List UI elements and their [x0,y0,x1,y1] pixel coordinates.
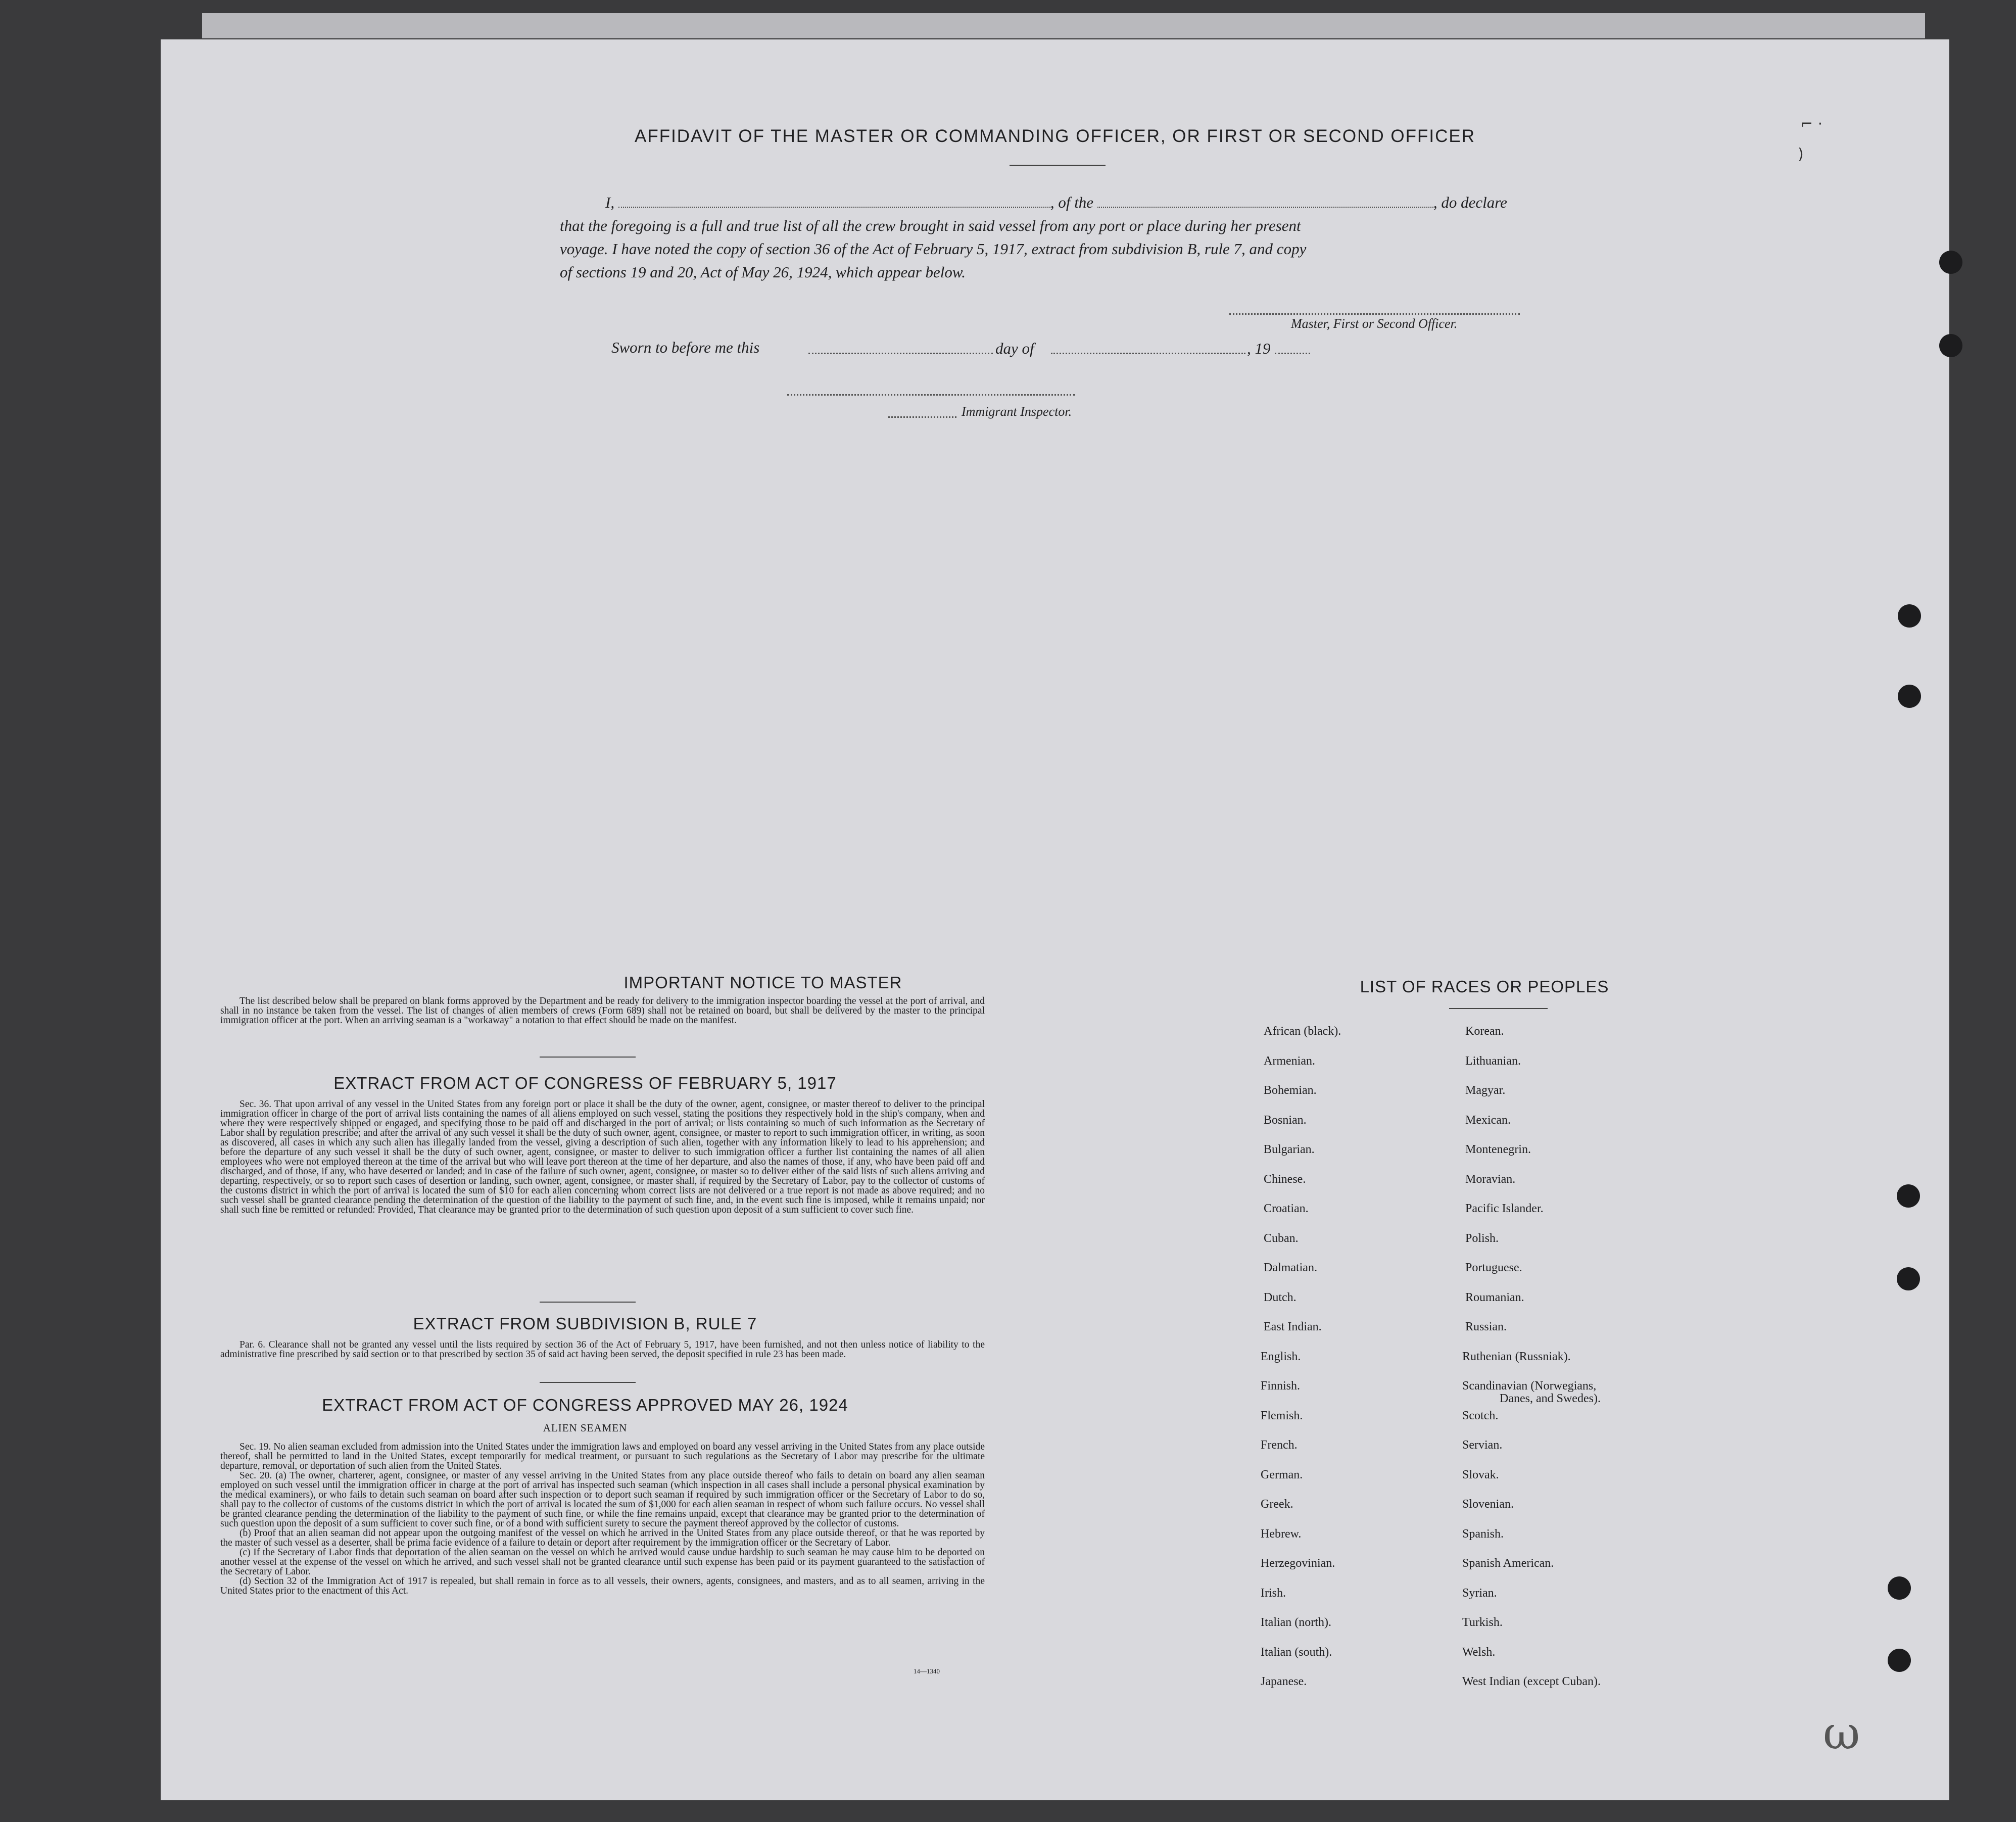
declaration-i: I, [605,194,615,211]
signature-line[interactable] [1229,313,1520,315]
race-item: Polish. [1465,1231,1499,1245]
race-item: West Indian (except Cuban). [1462,1675,1601,1688]
declaration-line-1 [560,191,1565,214]
declaration-of-the: , of the [1050,194,1094,211]
binder-hole [1888,1576,1911,1600]
notice-paragraph: The list described below shall be prepared on blank forms approved by the Department and be ready for delivery to the immigration inspector boarding the vessel at the port of arrival, and shall in no instance be taken from the vessel. The list of changes of alien members of crews (Form 689) shall not be retained on board, but shall be delivered by the master to the principal immigration officer at the port. When an arriving seaman is a "workaway" a notation to that effect should be made on the manifest. [220,996,985,1026]
race-item: German. [1261,1468,1303,1481]
race-item: Croatian. [1264,1202,1309,1215]
binder-hole [1898,685,1921,708]
race-item: Montenegrin. [1465,1143,1531,1156]
extract-1917-title: EXTRACT FROM ACT OF CONGRESS OF FEBRUARY 5, 1917 [333,1074,837,1092]
races-list-title: LIST OF RACES OR PEOPLES [1360,977,1609,996]
race-item: Korean. [1465,1025,1504,1038]
race-item: Japanese. [1261,1675,1307,1688]
declaration-line-2: that the foregoing is a full and true list of all the crew brought in said vessel from any port or place during her present [560,217,1301,234]
race-item: Slovak. [1462,1468,1499,1481]
race-item: French. [1261,1439,1298,1452]
race-item: Slovenian. [1462,1498,1514,1511]
race-item: Scandinavian (Norwegians, [1462,1379,1597,1393]
notice-title: IMPORTANT NOTICE TO MASTER [623,973,902,992]
affidavit-title: AFFIDAVIT OF THE MASTER OR COMMANDING OFFICER, OR FIRST OR SECOND OFFICER [634,126,1476,146]
section-divider [540,1057,636,1058]
binder-hole [1898,604,1921,628]
race-item: Dalmatian. [1264,1261,1317,1274]
binder-hole [1888,1649,1911,1672]
stray-mark: ⌐ · [1800,115,1823,133]
race-item: Welsh. [1462,1645,1496,1659]
declaration-do-declare: , do declare [1433,194,1507,211]
handwritten-mark: ω [1823,1707,1860,1760]
title-divider [1010,165,1106,166]
race-item: Herzegovinian. [1261,1557,1335,1570]
extract-1924-text [220,1442,985,1596]
declaration-line-4: of sections 19 and 20, Act of May 26, 1924, which appear below. [560,263,966,281]
day-of-label: day of [995,340,1034,357]
race-item: African (black). [1264,1025,1341,1038]
subdivision-b-title: EXTRACT FROM SUBDIVISION B, RULE 7 [413,1314,757,1333]
race-item: Hebrew. [1261,1527,1302,1541]
races-title-divider [1449,1008,1548,1009]
race-item: Portuguese. [1465,1261,1522,1274]
race-item: Irish. [1261,1586,1286,1600]
race-item: Servian. [1462,1439,1503,1452]
inspector-line[interactable] [787,394,1075,396]
binder-hole [1939,251,1962,274]
declaration-line-3: voyage. I have noted the copy of section 36 of the Act of February 5, 1917, extract from subdivision B, rule 7, and copy [560,240,1307,258]
race-item: Cuban. [1264,1231,1299,1245]
section-19-paragraph: Sec. 19. No alien seaman excluded from admission into the United States under the immigration laws and employed on board any vessel arriving in the United States from any place outside thereof, shall be permitted to land in the United States, except temporarily for medical treatment, or pursuant to such regulations as the Secretary of Labor may prescribe for the ultimate departure, removal, or deportation of such alien from the United States. [220,1442,985,1471]
race-item: Moravian. [1465,1172,1516,1186]
race-item: Spanish. [1462,1527,1504,1541]
section-divider [540,1302,636,1303]
sworn-year-blank[interactable] [1275,353,1310,354]
race-item: Italian (north). [1261,1616,1331,1629]
subdivision-b-text [220,1340,985,1359]
inspector-label: Immigrant Inspector. [962,404,1072,419]
race-item: Chinese. [1264,1172,1306,1186]
sworn-day-blank[interactable] [808,353,993,354]
notice-text [220,996,985,1025]
binder-hole [1897,1184,1920,1208]
declaration-text [560,191,1565,284]
name-blank[interactable] [618,195,1050,208]
race-item: Finnish. [1261,1379,1301,1393]
race-item: Roumanian. [1465,1290,1524,1304]
top-paper-edge [202,13,1925,40]
race-item: Syrian. [1462,1586,1497,1600]
race-item: Spanish American. [1462,1557,1554,1570]
race-item: East Indian. [1264,1320,1322,1333]
race-item: Dutch. [1264,1290,1297,1304]
race-item: Russian. [1465,1320,1507,1333]
race-item: Bohemian. [1264,1084,1317,1097]
sworn-month-blank[interactable] [1051,353,1245,354]
section-20d-paragraph: (d) Section 32 of the Immigration Act of 1917 is repealed, but shall remain in force as to all vessels, their owners, agents, consignees, and masters, and as to all seamen, arriving in the United States prior to the enactment of this Act. [220,1576,985,1596]
race-item: Turkish. [1462,1616,1503,1629]
race-item: Scotch. [1462,1409,1499,1422]
sworn-label: Sworn to before me this [611,339,760,356]
year-label: , 19 [1247,340,1271,357]
inspector-prefix-line [888,416,956,418]
section-20b-paragraph: (b) Proof that an alien seaman did not appear upon the outgoing manifest of the vessel on which he arrived in the United States from any place outside thereof, or that he was reported by the master of such vessel as a deserter, shall be prima facie evidence of a failure to detain or deport after requirement by the immigration officer or the Secretary of Labor. [220,1528,985,1548]
race-item: Mexican. [1465,1113,1511,1127]
race-item: Bosnian. [1264,1113,1307,1127]
race-item: Armenian. [1264,1054,1315,1068]
race-item: Magyar. [1465,1084,1506,1097]
vessel-blank[interactable] [1097,195,1433,208]
stray-mark: ) [1798,146,1804,163]
race-item: Lithuanian. [1465,1054,1521,1068]
extract-1924-title: EXTRACT FROM ACT OF CONGRESS APPROVED MAY 26, 1924 [322,1396,848,1414]
section-divider [540,1382,636,1383]
race-item: Ruthenian (Russniak). [1462,1350,1571,1363]
section-20a-paragraph: Sec. 20. (a) The owner, charterer, agent, consignee, or master of any vessel arriving in the United States from any place outside thereof who fails to detain on board any alien seaman employed on such vessel until the immigration officer in charge at the port of arrival has inspected such seaman (which inspection in all cases shall include a personal physical examination by the medical examiners), or who fails to detain such seaman on board after such inspection or to deport such seaman if required by such immigration officer or the Secretary of Labor to do so, shall pay to the collector of customs of the customs district in which the port of arrival is located the sum of $1,000 for each alien seaman in respect of whom such failure occurs. No vessel shall be granted clearance pending the determination of the liability to the payment of such fine, or while the fine remains unpaid, except that clearance may be granted prior to the determination of such question upon the deposit of a sum sufficient to cover such fine, or of a bond with sufficient surety to secure the payment thereof approved by the collector of customs. [220,1470,985,1529]
race-item: English. [1261,1350,1301,1363]
section-20c-paragraph: (c) If the Secretary of Labor finds that deportation of the alien seaman on the vessel on which he arrived would cause undue hardship to such seaman he may cause him to be deported on another vessel at the expense of the vessel on which he arrived, and such vessel shall not be granted clearance until such expense has been paid or its payment guaranteed to the satisfaction of the Secretary of Labor. [220,1547,985,1577]
binder-hole [1897,1267,1920,1290]
race-item: Bulgarian. [1264,1143,1315,1156]
race-item: Italian (south). [1261,1645,1332,1659]
race-item: Flemish. [1261,1409,1303,1422]
signature-label: Master, First or Second Officer. [1291,316,1458,331]
race-item-continuation: Danes, and Swedes). [1500,1392,1601,1405]
form-number: 14—1340 [914,1667,940,1675]
alien-seamen-subtitle: ALIEN SEAMEN [543,1422,628,1434]
binder-hole [1939,334,1962,357]
section-36-paragraph: Sec. 36. That upon arrival of any vessel in the United States from any foreign port or place it shall be the duty of the owner, agent, consignee, or master thereof to deliver to the principal immigration officer in charge of the port of arrival lists containing the names of all aliens employed on such vessel, stating the positions they respectively hold in the ship's company, when and where they were respectively shipped or engaged, and specifying those to be paid off and discharged in the port of arrival; or lists containing so much of such information as the Secretary of Labor shall by regulation prescribe; and after the arrival of any such vessel it shall be the duty of such owner, agent, consignee, or master to report to such immigration officer, in writing, as soon as discovered, all cases in which any such alien has illegally landed from the vessel, giving a description of such alien, together with any information likely to lead to his apprehension; and before the departure of any such vessel it shall be the duty of such owner, agent, consignee, or master to deliver to such immigration officer a further list containing the names of all alien employees who were not employed thereon at the time of the arrival but who will leave port thereon at the time of her departure, and also the names of those, if any, who have been paid off and discharged, and of those, if any, who have deserted or landed; and in case of the failure of such owner, agent, consignee, or master so to deliver either of the said lists of such aliens arriving and departing, respectively, or so to report such cases of desertion or landing, such owner, agent, consignee, or master shall, if required by the Secretary of Labor, pay to the collector of customs of the customs district in which the port of arrival is located the sum of $10 for each alien concerning whom correct lists are not delivered or a true report is not made as above required; and no such vessel shall be granted clearance pending the determination of the question of the liability to the payment of such fine, and, in the event such fine is imposed, while it remains unpaid; nor shall such fine be remitted or refunded: Provided, That clearance may be granted prior to the determination of such question upon deposit of a sum sufficient to cover such fine. [220,1099,985,1215]
par-6-paragraph: Par. 6. Clearance shall not be granted any vessel until the lists required by section 36 of the Act of February 5, 1917, have been furnished, and not then unless notice of liability to the administrative fine prescribed by said section or to that prescribed by section 35 of said act having been served, the deposit specified in rule 23 has been made. [220,1339,985,1360]
extract-1917-text [220,1099,985,1215]
document-page [161,39,1949,1800]
race-item: Pacific Islander. [1465,1202,1544,1215]
race-item: Greek. [1261,1498,1293,1511]
